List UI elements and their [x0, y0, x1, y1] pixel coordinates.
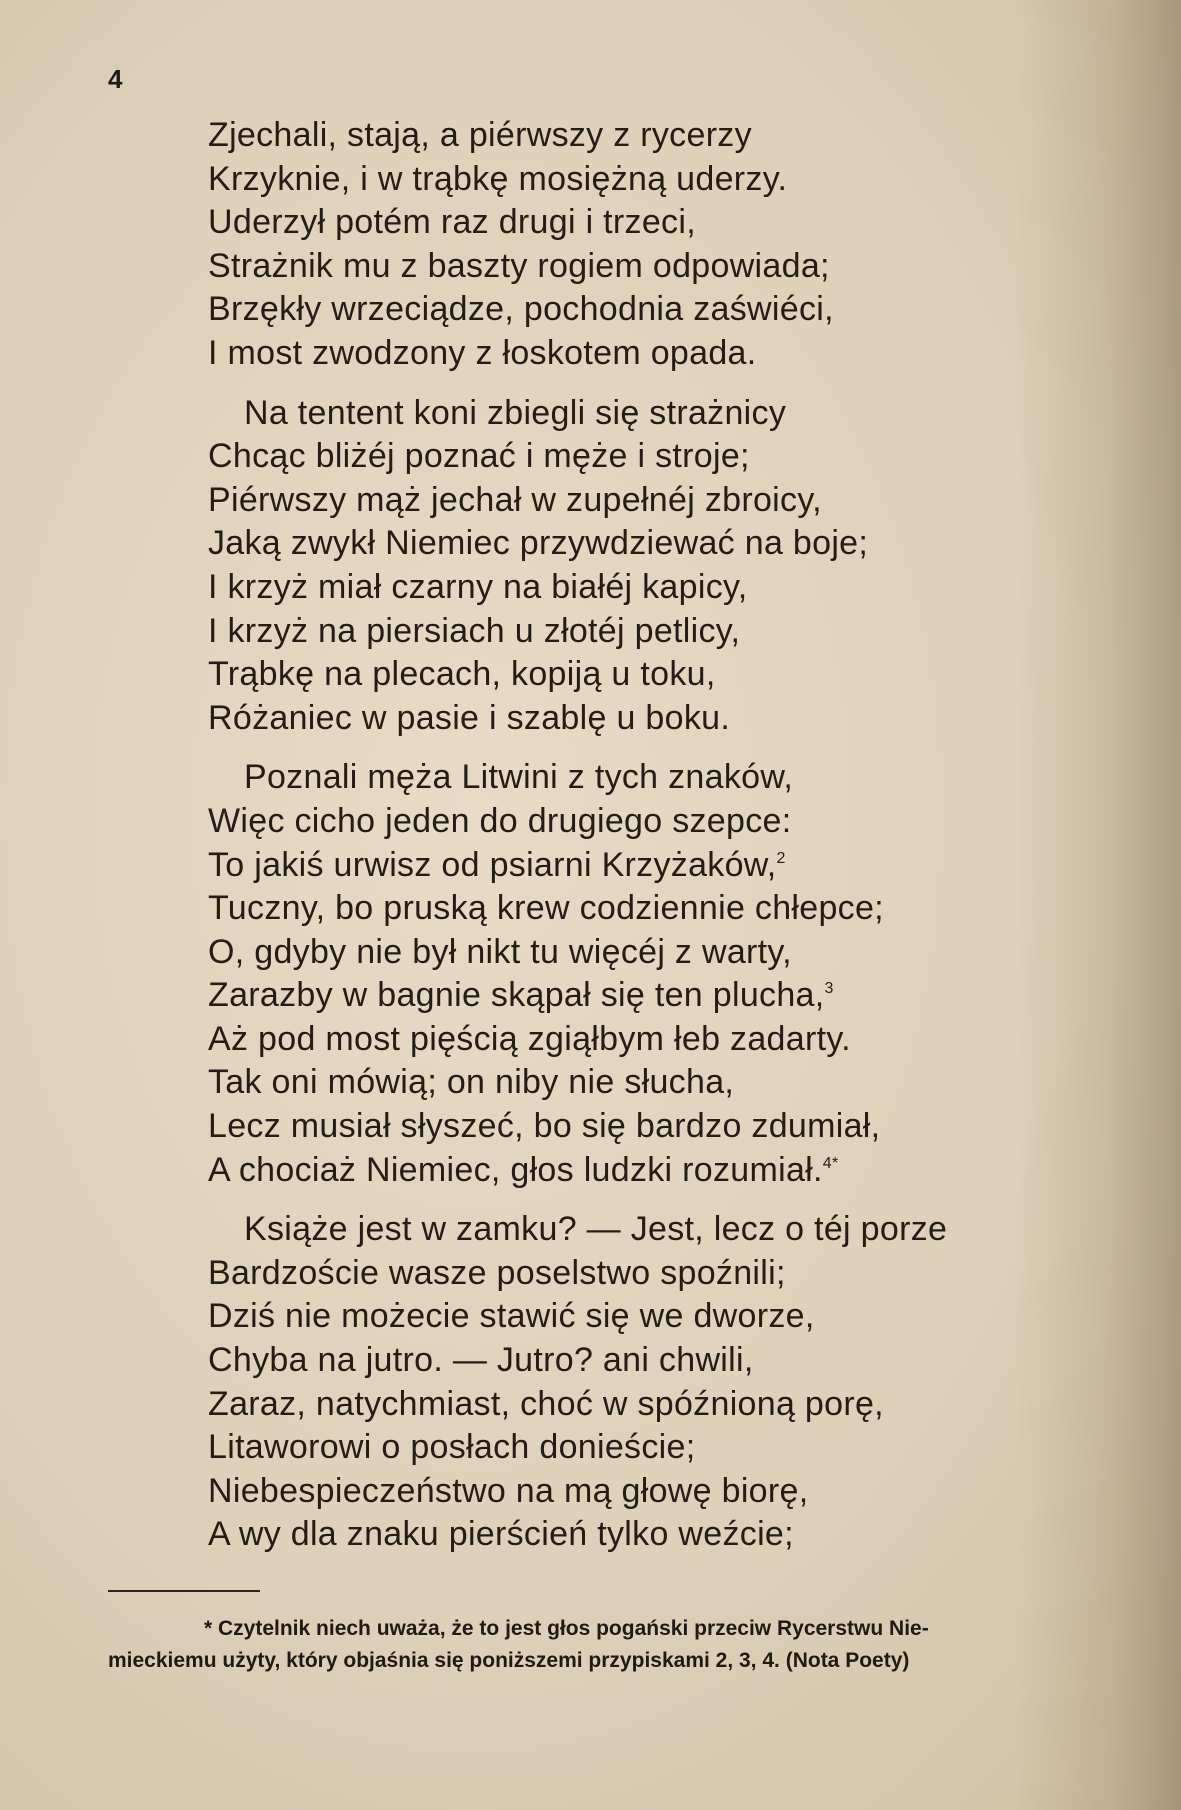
verse-text: Aż pod most pięścią zgiąłbym łeb zadarty.: [208, 1019, 851, 1058]
verse-line: [208, 1061, 1108, 1105]
verse-text: Tuczny, bo pruską krew codziennie chłepce;: [208, 889, 884, 928]
verse-text: Krzyknie, i w trąbkę mosiężną uderzy.: [208, 159, 788, 198]
verse-line: [208, 697, 1108, 741]
verse-text: I krzyż na piersiach u złotéj petlicy,: [208, 611, 741, 650]
verse-text: Jaką zwykł Niemiec przywdziewać na boje;: [208, 524, 869, 563]
verse-text: Zjechali, stają, a piérwszy z rycerzy: [208, 116, 752, 154]
verse-text: Chcąc bliżéj poznać i męże i stroje;: [208, 437, 750, 476]
page-number: 4: [108, 64, 123, 94]
verse-text: Trąbkę na plecach, kopiją u toku,: [208, 655, 716, 694]
verse-line: [208, 479, 1108, 523]
verse-line: [208, 1470, 1108, 1514]
verse-text: Piérwszy mąż jechał w zupełnéj zbroicy,: [208, 480, 822, 519]
verse-line: [208, 1105, 1108, 1149]
stanza: [208, 756, 1108, 1192]
verse-line: [208, 158, 1108, 202]
verse-text: Dziś nie możecie stawić się we dworze,: [208, 1297, 815, 1336]
footnote-marker: 3: [824, 980, 834, 998]
verse-text: Tak oni mówią; on niby nie słucha,: [208, 1063, 735, 1102]
verse-line: [208, 1426, 1108, 1470]
verse-line: [208, 1383, 1108, 1427]
stanza: [208, 392, 1108, 741]
verse-line: [208, 1208, 1108, 1252]
stanza: [208, 114, 1108, 376]
verse-line: [208, 1018, 1108, 1062]
footnote: [108, 1613, 1108, 1677]
verse-line: [208, 887, 1108, 931]
verse-line: [208, 1252, 1108, 1296]
verse-text: A wy dla znaku pierścień tylko weźcie;: [208, 1515, 794, 1554]
verse-text: Litaworowi o posłach donieście;: [208, 1428, 696, 1467]
footnote-divider: [108, 1590, 260, 1592]
verse-line: [208, 756, 1108, 800]
verse-text: Więc cicho jeden do drugiego szepce:: [208, 801, 792, 840]
verse-text: Lecz musiał słyszeć, bo się bardzo zdumiał,: [208, 1107, 881, 1146]
verse-text: Brzękły wrzeciądze, pochodnia zaświéci,: [208, 290, 834, 329]
verse-line: [208, 844, 1108, 888]
verse-line: [208, 1295, 1108, 1339]
verse-line: [208, 566, 1108, 610]
footnote-marker: 2: [776, 849, 786, 867]
verse-text: Uderzył potém raz drugi i trzeci,: [208, 203, 696, 242]
verse-line: [208, 653, 1108, 697]
verse-text: Zarazby w bagnie skąpał się ten plucha,: [208, 976, 825, 1015]
verse-line: [208, 1339, 1108, 1383]
footnote-line: * Czytelnik niech uważa, że to jest głos pogański przeciw Rycerstwu Nie-: [204, 1617, 929, 1640]
verse-text: Bardzoście wasze poselstwo spoźnili;: [208, 1253, 786, 1292]
verse-line: [208, 1513, 1108, 1557]
footnote-line: mieckiemu użyty, który objaśnia się poniższemi przypiskami 2, 3, 4. (Nota Poety): [108, 1649, 910, 1672]
verse-line: [208, 201, 1108, 245]
verse-line: [208, 974, 1108, 1018]
verse-text: Różaniec w pasie i szablę u boku.: [208, 698, 731, 737]
verse-text: I krzyż miał czarny na białéj kapicy,: [208, 567, 748, 606]
verse-line: [208, 288, 1108, 332]
verse-text: To jakiś urwisz od psiarni Krzyżaków,: [208, 845, 777, 884]
stanza: [208, 1208, 1108, 1557]
verse-text: I most zwodzony z łoskotem opada.: [208, 333, 757, 372]
verse-text: Strażnik mu z baszty rogiem odpowiada;: [208, 246, 830, 285]
verse-line: [208, 435, 1108, 479]
verse-line: [208, 800, 1108, 844]
verse-text: A chociaż Niemiec, głos ludzki rozumiał.: [208, 1150, 823, 1189]
verse-text: Chyba na jutro. — Jutro? ani chwili,: [208, 1341, 754, 1380]
poem-body: [208, 114, 1108, 1557]
verse-line: [208, 245, 1108, 289]
verse-line: [208, 1149, 1108, 1193]
verse-line: [208, 610, 1108, 654]
verse-line: [208, 392, 1108, 436]
verse-text: Na tentent koni zbiegli się strażnicy: [244, 393, 787, 432]
verse-line: [208, 114, 1108, 158]
verse-text: Książe jest w zamku? — Jest, lecz o téj porze: [244, 1210, 948, 1249]
verse-text: Zaraz, natychmiast, choć w spóźnioną porę,: [208, 1384, 884, 1423]
footnote-marker: 4*: [822, 1154, 839, 1172]
verse-line: [208, 931, 1108, 975]
verse-text: O, gdyby nie był nikt tu więcéj z warty,: [208, 932, 792, 971]
verse-line: [208, 522, 1108, 566]
verse-text: Poznali męża Litwini z tych znaków,: [244, 758, 794, 797]
verse-text: Niebespieczeństwo na mą głowę biorę,: [208, 1471, 809, 1510]
verse-line: [208, 332, 1108, 376]
